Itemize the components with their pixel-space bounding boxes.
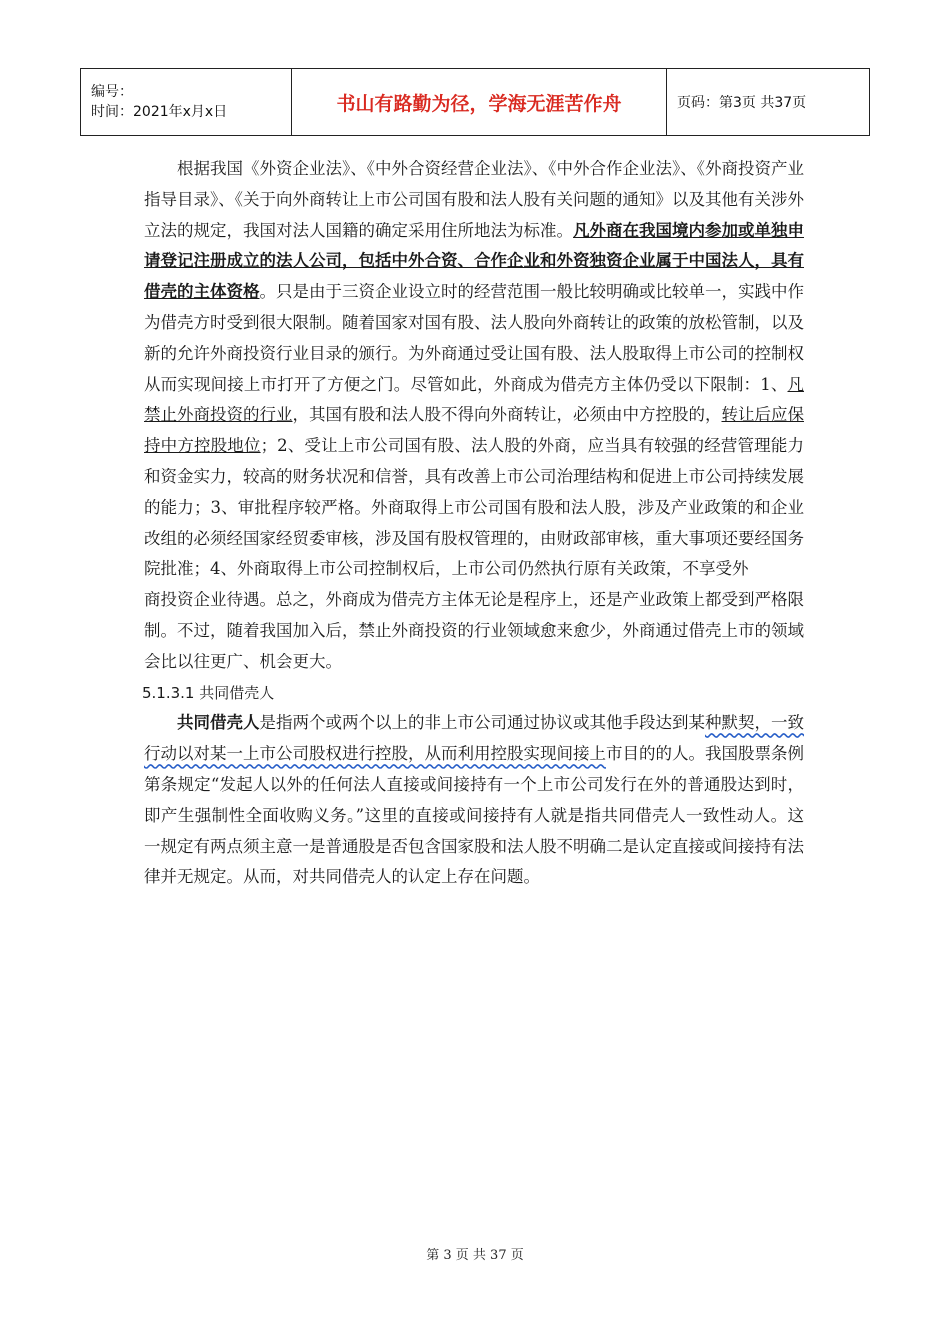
doc-number-label: 编号： [91,84,133,100]
paragraph-continuation: 商投资企业待遇。总之，外商成为借壳方主体无论是程序上，还是产业政策上都受到严格限制。不过，随着我国加入后，禁止外商投资的行业领域愈来愈少，外商通过借壳上市的领域会比以往更广、机会更大。 [144,590,804,671]
p3-text-1: 是指两个或两个以上的非上市公司通过协议或其他手段达到某 [259,713,705,733]
document-body [144,154,804,893]
paragraph-co-borrowers [144,708,804,893]
paragraph-foreign-investors [144,154,804,585]
p3-wavy-text: 种默契，一致行动以对某一上市公司股权进行控股，从而利用控股实现间接上 [144,713,804,764]
p3-text-2: 市目的的人。我国股票条例第条规定“发起人以外的任何法人直接或间接持有一个上市公司发行在外的普通股达到时，即产生强制性全面收购义务。”这里的直接或间接持有人就是指共同借壳人一致性动人。这一规定有两点须主意一是普通股是否包含国家股和法人股不明确二是认定直接或间接持有法律并无规定。从而，对共同借壳人的认定上存在问题。 [144,744,804,887]
p1-text-3: ，其国有股和法人股不得向外商转让，必须由中方控股的， [292,405,722,425]
p1-underlined-1: 凡禁止外商投资的行业 [144,374,804,425]
p3-term: 共同借壳人 [177,713,260,733]
header-motto: 书山有路勤为径，学海无涯苦作舟 [292,69,667,136]
p1-text-2: 。只是由于三资企业设立时的经营范围一般比较明确或比较单一，实践中作为借壳方时受到很大限制。随着国家对国有股、法人股向外商转让的政策的放松管制，以及新的允许外商投资行业目录的颁行。为外商通过受让国有股、法人股取得上市公司的控制权从而实现间接上市打开了方便之门。尽管如此，外商成为借壳方主体仍受以下限制：1、 [144,282,804,394]
p1-text-1: 根据我国《外资企业法》、《中外合资经营企业法》、《中外合作企业法》、《外商投资产业指导目录》、《关于向外商转让上市公司国有股和法人股有关问题的通知》以及其他有关涉外立法的规定，我国对法人国籍的确定采用住所地法为标准。 [144,159,804,240]
p1-underlined-2: 转让后应保持中方控股地位 [144,405,804,456]
header-page-info: 页码：第3页 共37页 [667,69,870,136]
p1-text-4: ；2、受让上市公司国有股、法人股的外商，应当具有较强的经营管理能力和资金实力，较高的财务状况和信誉，具有改善上市公司治理结构和促进上市公司持续发展的能力；3、审批程序较严格。外商取得上市公司国有股和法人股，涉及产业政策的和企业改组的必须经国家经贸委审核，涉及国有股权管理的，由财政部审核，重大事项还要经国务院批准；4、外商取得上市公司控制权后，上市公司仍然执行原有关政策，不享受外 [144,436,805,579]
doc-time-label: 时间：2021年x月x日 [91,104,228,120]
header-meta [81,69,292,136]
page-footer: 第 3 页 共 37 页 [426,1248,524,1263]
page-header [80,68,870,136]
p1-underlined-bold: 凡外商在我国境内参加或单独申请登记注册成立的法人公司，包括中外合资、合作企业和外资独资企业属于中国法人，具有借壳的主体资格 [144,220,804,302]
section-heading: 5.1.3.1 共同借壳人 [142,683,275,702]
